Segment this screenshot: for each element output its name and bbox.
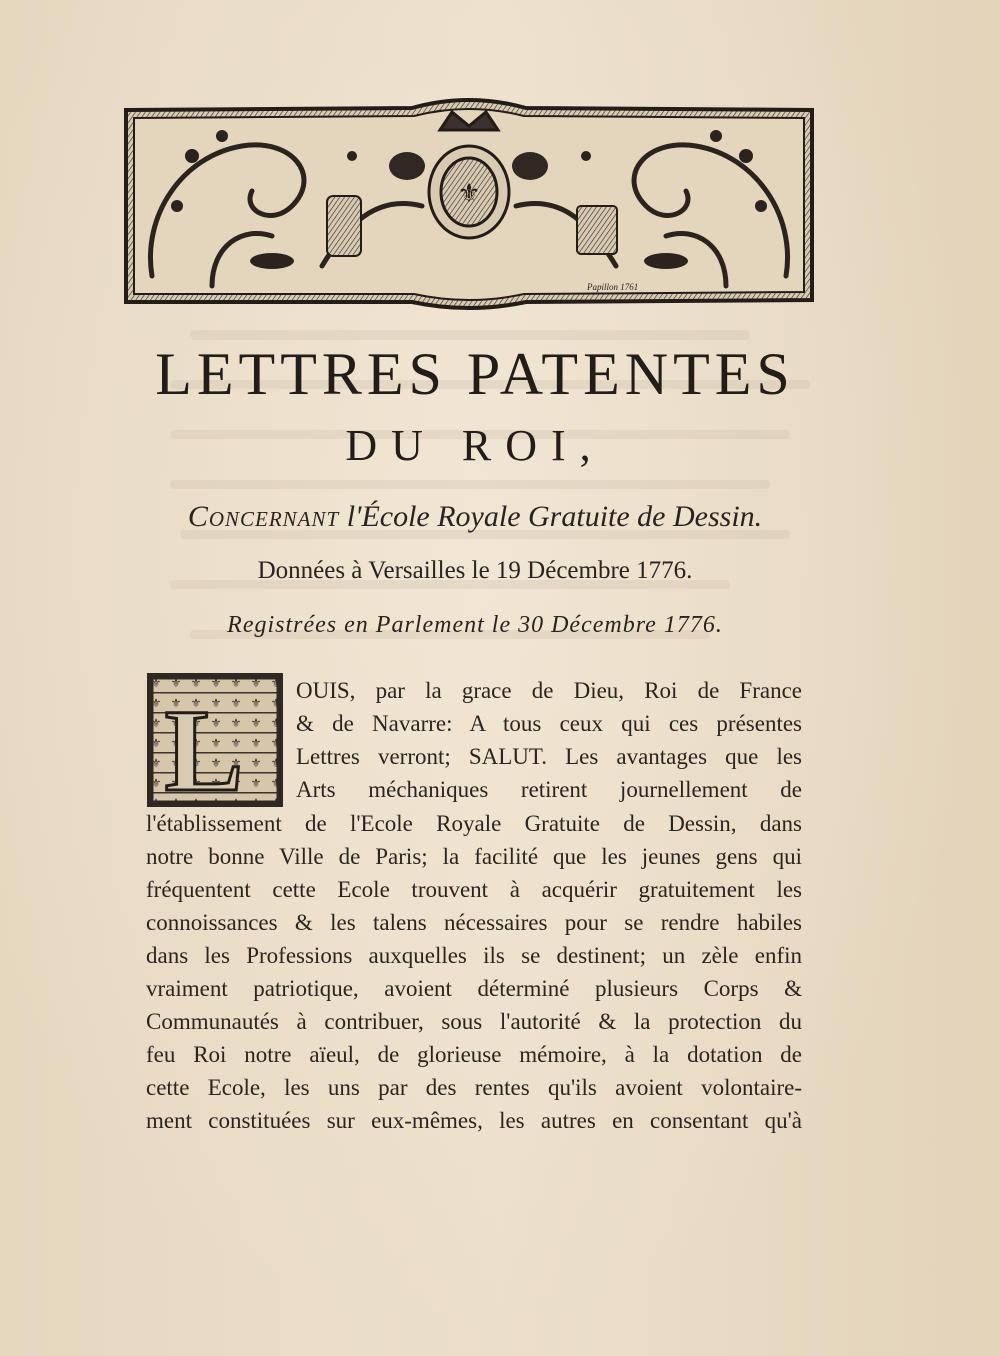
drop-cap-letter: L: [164, 685, 244, 808]
body-line: vraiment patriotique, avoient déterminé plusieurs Corps &: [146, 976, 802, 1001]
royal-crest: [429, 112, 509, 238]
engraver-signature: Papillon 1761: [587, 282, 639, 292]
body-line: ment constituées sur eux-mêmes, les autres en consentant qu'à: [146, 1108, 802, 1133]
registered-line: Registrées en Parlement le 30 Décembre 1776.: [227, 612, 723, 638]
given-date-line: Données à Versailles le 19 Décembre 1776.: [257, 557, 693, 584]
body-line: l'établissement de l'Ecole Royale Gratuite de Dessin, dans: [146, 811, 802, 836]
ornamental-headpiece: [122, 96, 816, 314]
body-line: Communautés à contribuer, sous l'autorité & la protection du: [146, 1009, 802, 1034]
body-line: & de Navarre: A tous ceux qui ces présentes: [296, 711, 802, 736]
body-line: feu Roi notre aïeul, de glorieuse mémoire, à la dotation de: [146, 1042, 802, 1067]
body-line: Arts méchaniques retirent journellement de: [296, 777, 802, 802]
drop-cap-ornament: [146, 672, 284, 808]
document-subtitle: DU ROI,: [345, 421, 605, 470]
body-line: cette Ecole, les uns par des rentes qu'ils avoient volontaire-: [146, 1075, 802, 1100]
body-line: OUIS, par la grace de Dieu, Roi de France: [296, 678, 802, 703]
body-line: fréquentent cette Ecole trouvent à acquérir gratuitement les: [146, 877, 802, 902]
body-line: dans les Professions auxquelles ils se destinent; un zèle enfin: [146, 943, 802, 968]
svg-text:⚜: ⚜: [457, 179, 481, 209]
body-line: connoissances & les talens nécessaires pour se rendre habiles: [146, 910, 802, 935]
concerning-rest: l'École Royale Gratuite de Dessin.: [346, 500, 763, 533]
concerning-lead: Concernant: [187, 500, 340, 533]
body-line: Lettres verront; SALUT. Les avantages que les: [296, 744, 802, 769]
document-title: LETTRES PATENTES: [155, 341, 795, 407]
concerning-line: [0, 500, 950, 534]
body-line: notre bonne Ville de Paris; la facilité que les jeunes gens qui: [146, 844, 802, 869]
